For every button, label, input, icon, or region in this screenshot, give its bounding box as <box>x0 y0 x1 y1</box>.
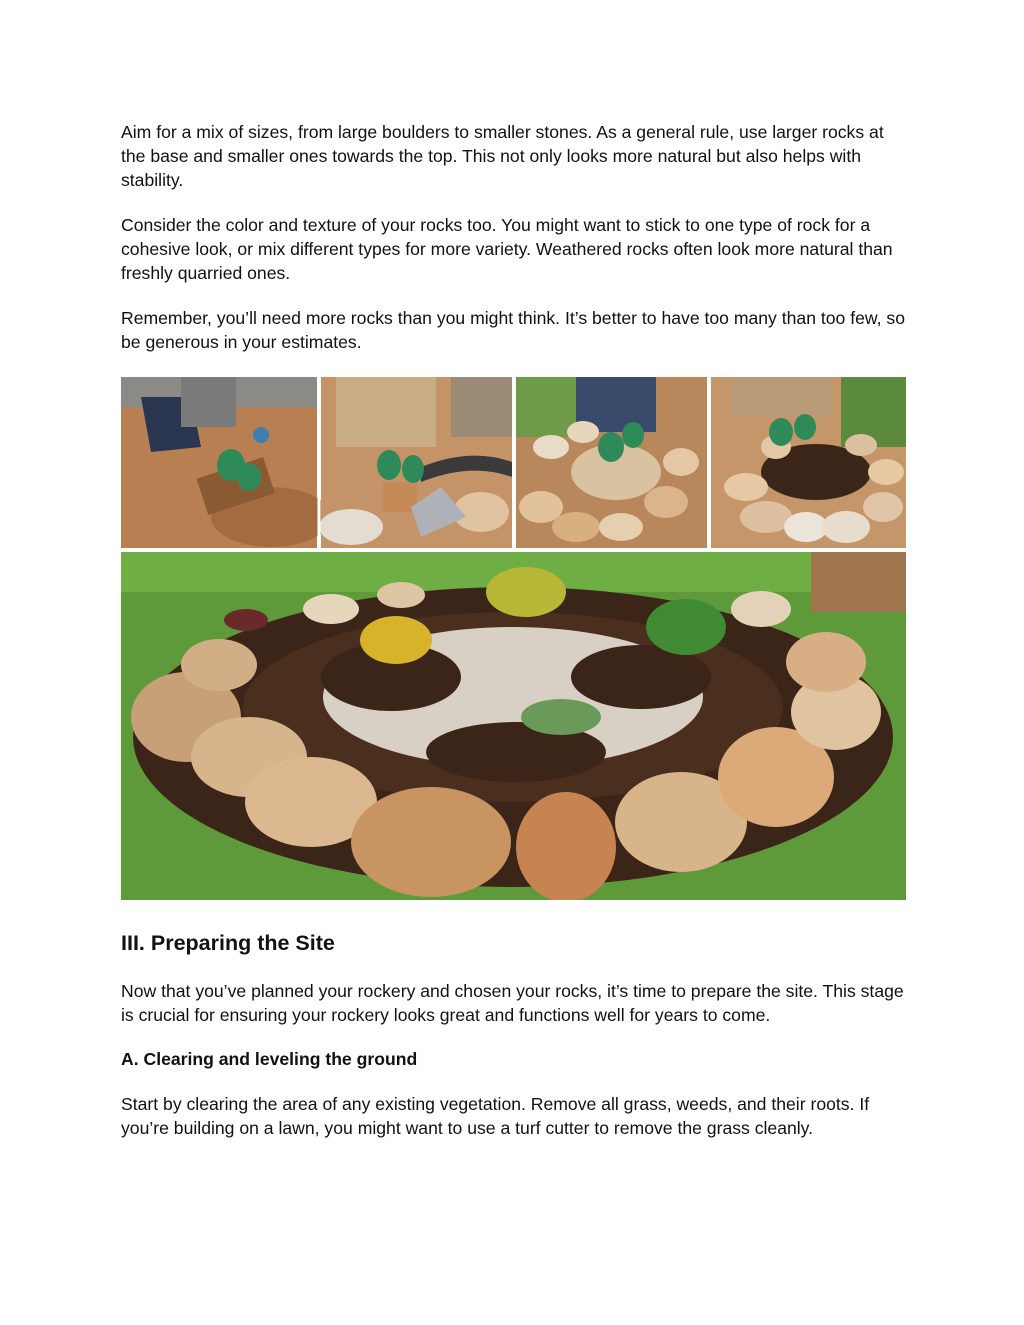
photo-panel-2 <box>319 377 512 548</box>
photo-panel-4 <box>711 377 906 548</box>
paragraph-quantity: Remember, you’ll need more rocks than you might think. It’s better to have too many than too few, so be generous in your estimates. <box>121 308 905 352</box>
photo-finished-rockery <box>121 552 906 900</box>
paragraph-rock-sizes: Aim for a mix of sizes, from large boulders to smaller stones. As a general rule, use larger rocks at the base and smaller ones towards the top. This not only looks more natural but also helps with stability. <box>121 122 884 190</box>
subsection-heading: A. Clearing and leveling the ground <box>121 1049 418 1069</box>
photo-panel-1 <box>121 377 331 548</box>
rockery-photo-collage <box>121 377 906 900</box>
clearing-paragraph: Start by clearing the area of any existing vegetation. Remove all grass, weeds, and their roots. If you’re building on a lawn, you might want to use a turf cutter to remove the grass cleanly. <box>121 1094 870 1138</box>
section-intro-paragraph: Now that you’ve planned your rockery and chosen your rocks, it’s time to prepare the site. This stage is crucial for ensuring your rockery looks great and functions well for years to come. <box>121 981 904 1025</box>
section-heading: III. Preparing the Site <box>121 931 335 955</box>
paragraph-color-texture: Consider the color and texture of your rocks too. You might want to stick to one type of rock for a cohesive look, or mix different types for more variety. Weathered rocks often look more natural than freshly quarried ones. <box>121 215 893 283</box>
photo-panel-3 <box>516 377 707 548</box>
